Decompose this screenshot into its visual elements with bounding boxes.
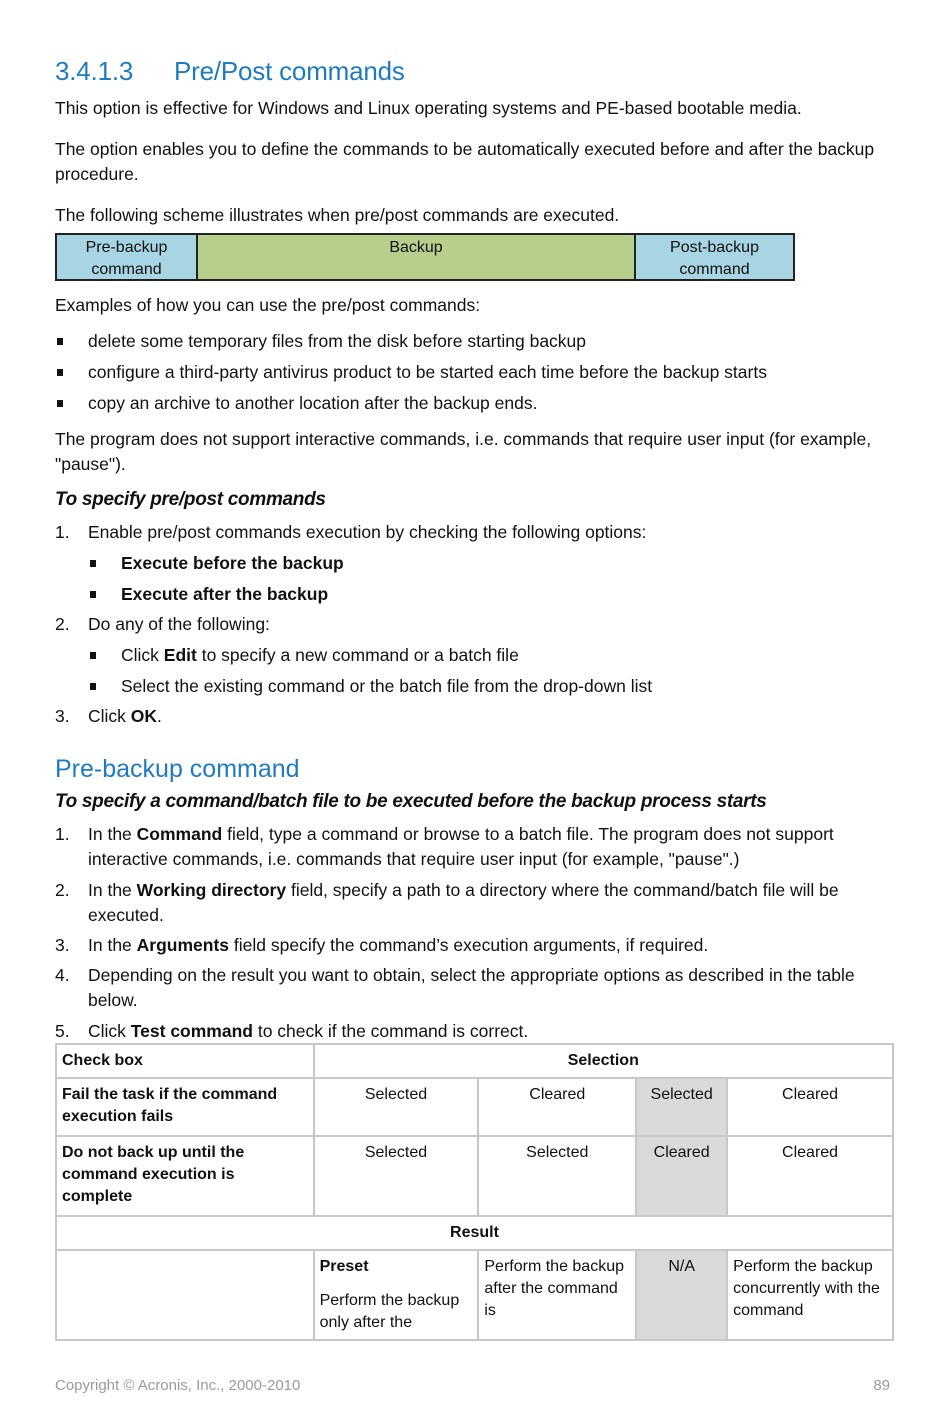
section-heading (55, 56, 405, 87)
step-item (55, 520, 895, 551)
text: In the (88, 880, 137, 900)
table-cell: Selected (636, 1078, 727, 1136)
step-item (55, 704, 895, 729)
bullet-square-icon (90, 683, 96, 690)
step-item (55, 878, 895, 933)
procedure-heading: To specify a command/batch file to be executed before the backup process starts (55, 791, 767, 812)
step-number: 2. (55, 614, 70, 634)
list-item (55, 360, 895, 391)
text: to check if the command is correct. (252, 1021, 529, 1041)
bullet-square-icon (57, 400, 63, 407)
step-number: 1. (55, 824, 70, 844)
step-item (55, 612, 895, 643)
segment-label: Backup (389, 239, 443, 256)
step-item (55, 963, 895, 1019)
segment-label: command (679, 261, 750, 278)
table-row (56, 1078, 893, 1136)
text: In the (88, 935, 137, 955)
header-selection: Selection (314, 1044, 893, 1078)
step-item (55, 1019, 895, 1044)
bullet-square-icon (57, 369, 63, 376)
table-cell (314, 1250, 479, 1340)
table-row (56, 1136, 893, 1216)
section-number: 3.4.1.3 (55, 56, 134, 86)
options-result-table (55, 1043, 894, 1341)
procedure-heading: To specify pre/post commands (55, 489, 326, 510)
prebackup-steps (55, 822, 895, 1044)
list-item (55, 391, 895, 422)
list-item-text: delete some temporary files from the disk before starting backup (88, 331, 587, 351)
command-field-ref: Command (136, 824, 223, 844)
bullet-square-icon (90, 591, 96, 598)
working-directory-field-ref: Working directory (136, 880, 287, 900)
step-number: 3. (55, 706, 70, 726)
table-cell: Cleared (478, 1078, 636, 1136)
step-number: 3. (55, 935, 70, 955)
bullet-square-icon (90, 652, 96, 659)
diagram-pre-backup-segment (57, 235, 198, 279)
header-checkbox: Check box (56, 1044, 314, 1078)
table-cell: Cleared (727, 1078, 893, 1136)
table-cell: Perform the backup after the command is (478, 1250, 636, 1340)
edit-button-ref: Edit (163, 645, 197, 665)
table-cell: Selected (478, 1136, 636, 1216)
option-execute-before: Execute before the backup (121, 553, 344, 573)
bullet-square-icon (57, 338, 63, 345)
copyright-text: Copyright © Acronis, Inc., 2000-2010 (55, 1377, 301, 1394)
examples-intro: Examples of how you can use the pre/post commands: (55, 295, 481, 315)
table-cell-empty (56, 1250, 314, 1340)
cell-text: Perform the backup only after the (319, 1292, 460, 1331)
interactive-note: The program does not support interactive commands, i.e. commands that require user input (for example, "pause"). (55, 429, 872, 474)
text: . (157, 706, 162, 726)
step-number: 1. (55, 522, 70, 542)
list-item (55, 674, 895, 704)
row-label: Fail the task if the command execution fails (56, 1078, 314, 1136)
text: Click (121, 645, 164, 665)
diagram-backup-segment (198, 235, 636, 279)
text: Depending on the result you want to obtain, select the appropriate options as described in the table below. (88, 965, 855, 1010)
segment-label: Pre-backup (85, 239, 168, 256)
preset-label: Preset (319, 1258, 369, 1275)
options-list (55, 551, 895, 612)
table-cell: Perform the backup concurrently with the command (727, 1250, 893, 1340)
segment-label: Post-backup (670, 239, 759, 256)
segment-label: command (91, 261, 162, 278)
bullet-square-icon (90, 560, 96, 567)
actions-list (55, 643, 895, 704)
list-item (55, 329, 895, 360)
step-number: 4. (55, 965, 70, 985)
text: field specify the command’s execution arguments, if required. (229, 935, 709, 955)
row-label: Do not back up until the command execution is complete (56, 1136, 314, 1216)
list-item (55, 551, 895, 582)
intro-paragraph-3: The following scheme illustrates when pre/post commands are executed. (55, 205, 620, 225)
text: Select the existing command or the batch file from the drop-down list (121, 676, 653, 696)
step-item (55, 822, 895, 878)
table-cell: Selected (314, 1078, 479, 1136)
text: In the (88, 824, 137, 844)
step-number: 5. (55, 1021, 70, 1041)
table-row (56, 1250, 893, 1340)
page-footer (55, 1377, 890, 1394)
step-text: Do any of the following: (88, 614, 270, 634)
header-result: Result (56, 1216, 893, 1250)
text: to specify a new command or a batch file (196, 645, 519, 665)
step-text: Enable pre/post commands execution by checking the following options: (88, 522, 647, 542)
ok-button-ref: OK (130, 706, 158, 726)
subsection-title: Pre-backup command (55, 755, 300, 783)
list-item-text: configure a third-party antivirus product to be started each time before the backup starts (88, 362, 767, 382)
table-cell: N/A (636, 1250, 727, 1340)
table-cell: Cleared (727, 1136, 893, 1216)
text: field, specify a path to a directory where the command/batch file will be executed. (88, 880, 839, 925)
table-cell: Cleared (636, 1136, 727, 1216)
table-header-row (56, 1044, 893, 1078)
table-result-header-row (56, 1216, 893, 1250)
arguments-field-ref: Arguments (136, 935, 230, 955)
text: field, type a command or browse to a batch file. The program does not support interactive commands, i.e. commands that require user input (for example, "pause".) (88, 824, 834, 869)
list-item-text: copy an archive to another location after the backup ends. (88, 393, 538, 413)
intro-paragraph-1: This option is effective for Windows and Linux operating systems and PE-based bootable media. (55, 98, 802, 118)
intro-paragraph-2: The option enables you to define the commands to be automatically executed before and after the backup procedure. (55, 139, 875, 184)
text: Click (88, 706, 131, 726)
table-cell: Selected (314, 1136, 479, 1216)
list-item (55, 582, 895, 612)
examples-list (55, 329, 895, 422)
step-item (55, 933, 895, 963)
text: Click (88, 1021, 131, 1041)
step-number: 2. (55, 880, 70, 900)
list-item (55, 643, 895, 674)
section-title: Pre/Post commands (174, 56, 405, 86)
pre-post-scheme-diagram (55, 233, 795, 281)
option-execute-after: Execute after the backup (121, 584, 329, 604)
test-command-button-ref: Test command (130, 1021, 253, 1041)
page-number: 89 (873, 1377, 890, 1394)
procedure-steps (55, 520, 895, 729)
diagram-post-backup-segment (636, 235, 793, 279)
